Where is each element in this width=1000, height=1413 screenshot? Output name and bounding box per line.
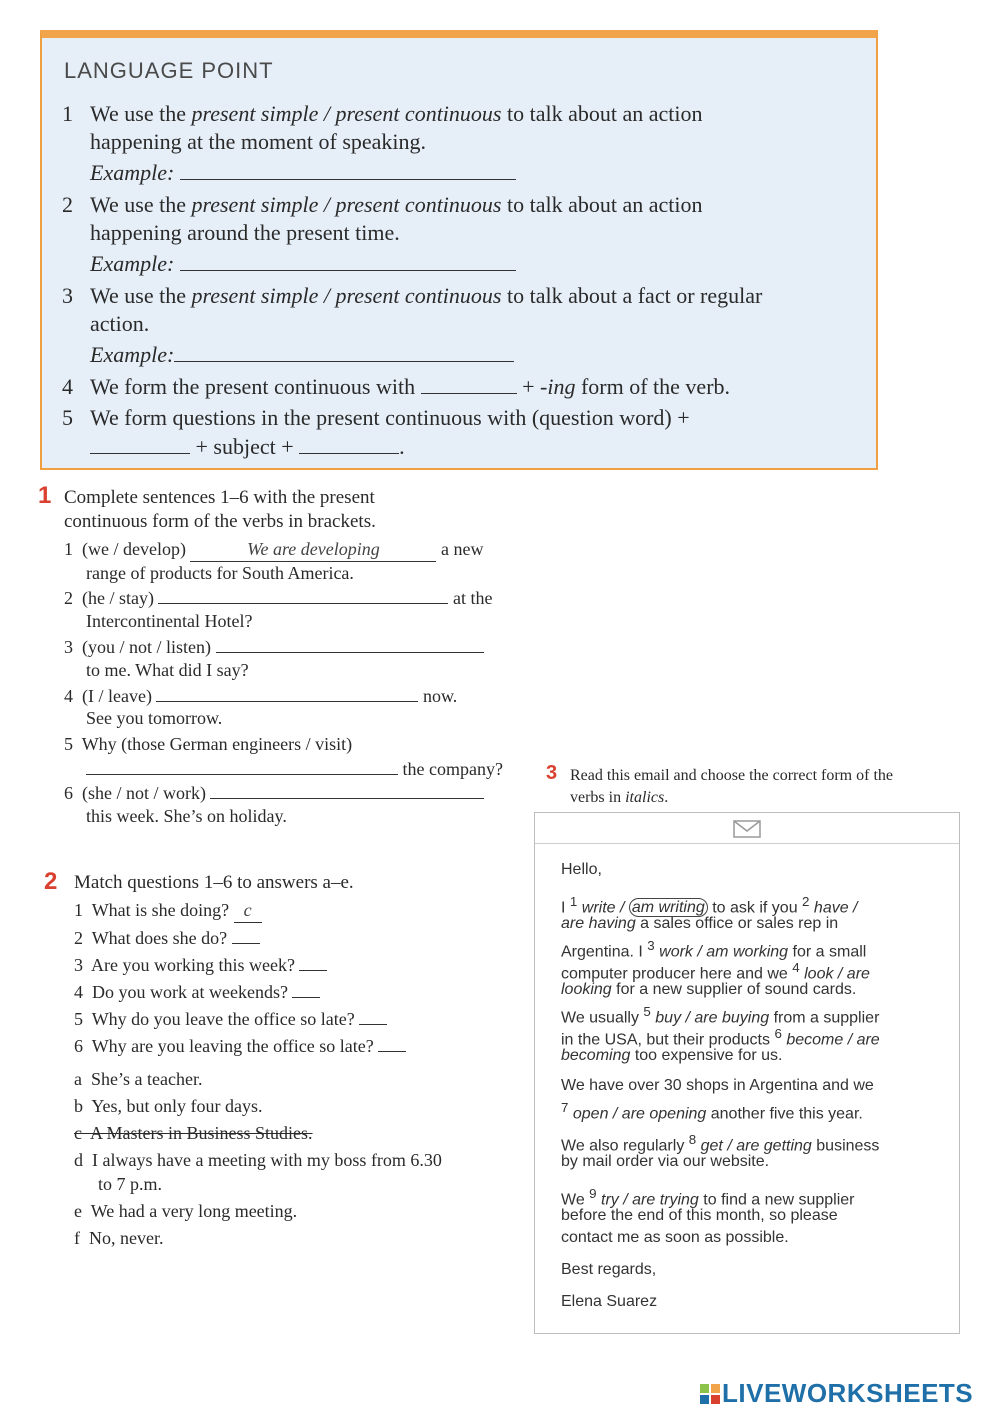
exercise-3-instructions-line1: Read this email and choose the correct form of the (570, 767, 893, 784)
ex1-item-3-line2: to me. What did I say? (86, 660, 249, 680)
ex2-question-3: 3 Are you working this week? (74, 952, 406, 979)
email-p3-line1: We also regularly $^8$ get / are getting business (561, 1132, 880, 1155)
ex1-item-1-line2: range of products for South America. (86, 563, 354, 583)
exercise-2-instructions: Match questions 1–6 to answers a–e. (74, 872, 354, 893)
envelope-icon (733, 820, 761, 838)
lp-item-2: 2 We use the present simple / present continuous to talk about an action (62, 192, 703, 217)
ex2-question-5: 5 Why do you leave the office so late? (74, 1006, 406, 1033)
ex1-item-4: 4 (I / leave) now. (64, 683, 457, 708)
exercise-1-number: 1 (38, 482, 52, 509)
lp-item-1-line2: happening at the moment of speaking. (90, 129, 427, 154)
exercise-3-instructions-line2: verbs in italics. (570, 789, 669, 806)
ex1-item-3: 3 (you / not / listen) (64, 634, 484, 659)
lp-item-1: 1 We use the present simple / present continuous to talk about an action (62, 101, 703, 126)
email-p1-line8: becoming too expensive for us. (561, 1047, 783, 1064)
email-signature: Elena Suarez (561, 1293, 658, 1310)
example-1-blank[interactable] (180, 161, 516, 180)
ex1-item-5-answer[interactable] (86, 756, 398, 775)
email-option-3[interactable]: work / am working (654, 943, 789, 961)
ex1-item-6-line2: this week. She’s on holiday. (86, 806, 287, 826)
email-p4-line3: contact me as soon as possible. (561, 1229, 789, 1246)
lp-item-4: 4 We form the present continuous with + -ing form of the verb. (62, 374, 731, 399)
exercise-3-number: 3 (546, 762, 558, 784)
language-point-title: LANGUAGE POINT (64, 58, 274, 83)
ex2-option-c-crossed: c A Masters in Business Studies. (74, 1123, 313, 1143)
email-p2-line1: We have over 30 shops in Argentina and we (561, 1077, 874, 1094)
exercise-1-instructions-line1: Complete sentences 1–6 with the present (64, 487, 375, 508)
item-5-blank-1[interactable] (90, 435, 190, 454)
email-p1-line7: in the USA, but their products $^6$ become / are (561, 1026, 880, 1049)
lp-item-1-options: present simple / present continuous (191, 101, 502, 126)
ex1-item-1-answer[interactable]: We are developing (190, 537, 436, 562)
email-p1-line3: Argentina. I $^3$ work / am working for a small (561, 938, 867, 961)
ex1-item-1: 1 (we / develop) We are developing a new (64, 537, 483, 562)
item-5-blank-2[interactable] (299, 435, 399, 454)
ex2-option-e: e We had a very long meeting. (74, 1201, 298, 1221)
lp-item-5-line2: + subject + . (90, 433, 405, 461)
ex2-question-1: 1 What is she doing? c (74, 898, 406, 925)
ex2-question-2: 2 What does she do? (74, 925, 406, 952)
exercise-2-number: 2 (44, 868, 58, 895)
ex2-option-a: a She’s a teacher. (74, 1069, 203, 1089)
ex2-answer-4[interactable] (292, 979, 320, 998)
email-p4-line1: We $^9$ try / are trying to find a new supplier (561, 1186, 855, 1209)
email-option-9[interactable]: try / are trying (596, 1191, 699, 1209)
ex2-answer-5[interactable] (359, 1006, 387, 1025)
language-point-box (40, 30, 878, 470)
ex2-question-4: 4 Do you work at weekends? (74, 979, 406, 1006)
ex1-item-5-line2: the company? (86, 756, 503, 781)
ex1-item-4-answer[interactable] (156, 683, 418, 702)
ex2-question-6: 6 Why are you leaving the office so late? (74, 1033, 406, 1060)
email-p4-line2: before the end of this month, so please (561, 1207, 838, 1224)
ex2-answer-3[interactable] (299, 952, 327, 971)
lp-item-2-line2: happening around the present time. (90, 220, 400, 245)
lp-item-2-example: Example: (90, 250, 516, 278)
circled-answer[interactable]: am writing (629, 898, 708, 917)
email-closing: Best regards, (561, 1261, 657, 1278)
lp-item-2-options: present simple / present continuous (191, 192, 502, 217)
ex2-option-d-line2: to 7 p.m. (98, 1174, 163, 1194)
ex1-item-2: 2 (he / stay) at the (64, 585, 492, 610)
email-header (535, 813, 959, 844)
email-p2-line2: $^7$ open / are opening another five this year. (561, 1100, 863, 1123)
ex2-answer-6[interactable] (378, 1033, 406, 1052)
email-option-4[interactable]: look / are (799, 965, 870, 983)
ex2-question-list (74, 898, 406, 1060)
ex2-option-d: d I always have a meeting with my boss from 6.30 (74, 1150, 442, 1170)
email-p3-line2: by mail order via our website. (561, 1153, 770, 1170)
lp-item-3-options: present simple / present continuous (191, 283, 502, 308)
example-2-blank[interactable] (180, 252, 516, 271)
email-option-6[interactable]: become / are (781, 1031, 880, 1049)
email-option-8[interactable]: get / are getting (696, 1137, 812, 1155)
ex2-answer-list (74, 1067, 442, 1253)
email-option-5[interactable]: buy / are buying (650, 1009, 770, 1027)
ex1-item-3-answer[interactable] (216, 634, 484, 653)
item-4-blank[interactable] (421, 375, 517, 394)
email-p1-line1: I $^1$ write / am writing to ask if you $^2$ have / (561, 894, 858, 917)
ex1-item-6: 6 (she / not / work) (64, 780, 484, 805)
ex1-item-2-answer[interactable] (158, 585, 448, 604)
ex1-item-6-answer[interactable] (210, 780, 484, 799)
lp-item-5: 5 We form questions in the present continuous with (question word) + (62, 405, 690, 430)
email-card (534, 812, 960, 1334)
ex1-item-2-line2: Intercontinental Hotel? (86, 611, 253, 631)
exercise-1-instructions-line2: continuous form of the verbs in brackets. (64, 511, 376, 532)
ex2-option-b: b Yes, but only four days. (74, 1096, 263, 1116)
ex2-answer-2[interactable] (232, 925, 260, 944)
email-p1-line2: are having a sales office or sales rep in (561, 915, 839, 932)
email-p1-line5: looking for a new supplier of sound cards. (561, 981, 857, 998)
email-p1-line4: computer producer here and we $^4$ look / are (561, 960, 870, 983)
liveworksheets-logo (700, 1384, 720, 1404)
ex2-answer-1[interactable]: c (234, 898, 262, 923)
email-greeting: Hello, (561, 861, 602, 878)
email-option-7[interactable]: open / are opening (568, 1105, 707, 1123)
lp-item-3: 3 We use the present simple / present continuous to talk about a fact or regular (62, 283, 763, 308)
ex2-option-f: f No, never. (74, 1228, 164, 1248)
lp-item-3-line2: action. (90, 311, 150, 336)
email-p1-line6: We usually $^5$ buy / are buying from a supplier (561, 1004, 880, 1027)
ex1-item-5: 5 Why (those German engineers / visit) (64, 734, 353, 754)
ex1-item-4-line2: See you tomorrow. (86, 708, 223, 728)
liveworksheets-brand: LIVEWORKSHEETS (700, 1378, 973, 1409)
example-3-blank[interactable] (174, 343, 514, 362)
lp-item-1-example: Example: (90, 159, 516, 187)
lp-item-3-example: Example: (90, 341, 514, 369)
